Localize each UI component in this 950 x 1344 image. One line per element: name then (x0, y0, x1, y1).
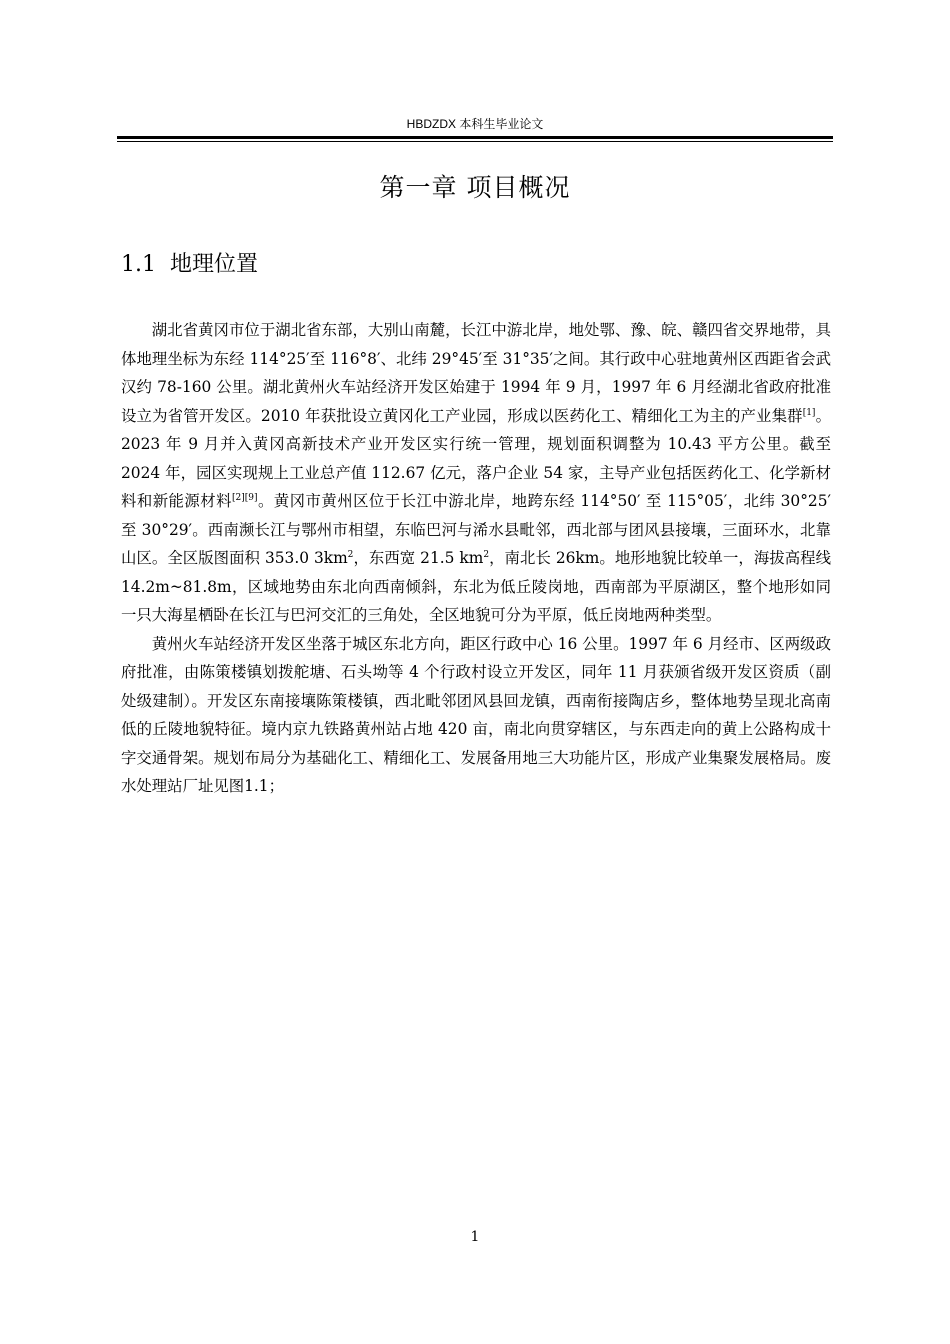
running-header: HBDZDX 本科生毕业论文 (406, 117, 544, 131)
paragraph-1-part-4: ，东西宽 21.5 km (353, 549, 484, 567)
width-superscript: 2 (483, 549, 490, 560)
citation-ref-1: [1] (802, 407, 816, 418)
section-title: 地理位置 (170, 252, 259, 277)
paragraph-development-zone: 黄州火车站经济开发区坐落于城区东北方向，距区行政中心 16 公里。1997 年 6 月经市、区两级政府批准，由陈策楼镇划拨舵塘、石头坳等 4 个行政村设立开发区，同年 11 月获颁省级开发区资质（副处级建制）。开发区东南接壤陈策楼镇，西北毗邻团风县回龙镇，西南衔接陶店乡，整体地势呈现北高南低的丘陵地貌特征。境内京九铁路黄州站占地 420 亩，南北向贯穿辖区，与东西走向的黄上公路构成十字交通骨架。规划布局分为基础化工、精细化工、发展备用地三大功能片区，形成产业集聚发展格局。废水处理站厂址见图1.1； (121, 634, 831, 795)
paragraph-1-part-2: 。2023 年 9 月并入黄冈高新技术产业开发区实行统一管理，规划面积调整为 10.43 平方公里。截至 2024 年，园区实现规上工业总产值 112.67 亿元，落户企业 54 家，主导产业包括医药化工、化学新材料和新能源材料 (121, 406, 831, 510)
area-superscript: 2 (347, 549, 354, 560)
section-heading (121, 248, 258, 282)
header-rule-thick (117, 136, 833, 139)
body-text (121, 316, 831, 801)
chapter-title: 第一章 项目概况 (379, 173, 571, 202)
paragraph-geography (121, 316, 831, 630)
paragraph-1-part-5: ，南北长 26km。地形地貌比较单一，海拔高程线 14.2m~81.8m，区域地势由东北向西南倾斜，东北为低丘陵岗地，西南部为平原湖区，整个地形如同一只大海星栖卧在长江与巴河交汇的三角处，全区地貌可分为平原，低丘岗地两种类型。 (121, 549, 831, 624)
page-number: 1 (470, 1229, 480, 1245)
paragraph-1-part-1: 湖北省黄冈市位于湖北省东部，大别山南麓，长江中游北岸，地处鄂、豫、皖、赣四省交界地带，具体地理坐标为东经 114°25′至 116°8′、北纬 29°45′至 31°35′之间。其行政中心驻地黄州区西距省会武汉约 78-160 公里。湖北黄州火车站经济开发区始建于 1994 年 9 月，1997 年 6 月经湖北省政府批准设立为省管开发区。2010 年获批设立黄冈化工产业园，形成以医药化工、精细化工为主的产业集群 (121, 321, 831, 425)
paragraph-1-part-3: 。黄冈市黄州区位于长江中游北岸，地跨东经 114°50′ 至 115°05′，北纬 30°25′ 至 30°29′。西南濒长江与鄂州市相望，东临巴河与浠水县毗邻，西北部与团风县接壤，三面环水，北靠山区。全区版图面积 353.0 3km (121, 492, 831, 567)
citation-ref-2: [2][9] (231, 492, 258, 503)
section-number: 1.1 (121, 252, 156, 277)
header-rule-thin (117, 141, 833, 142)
